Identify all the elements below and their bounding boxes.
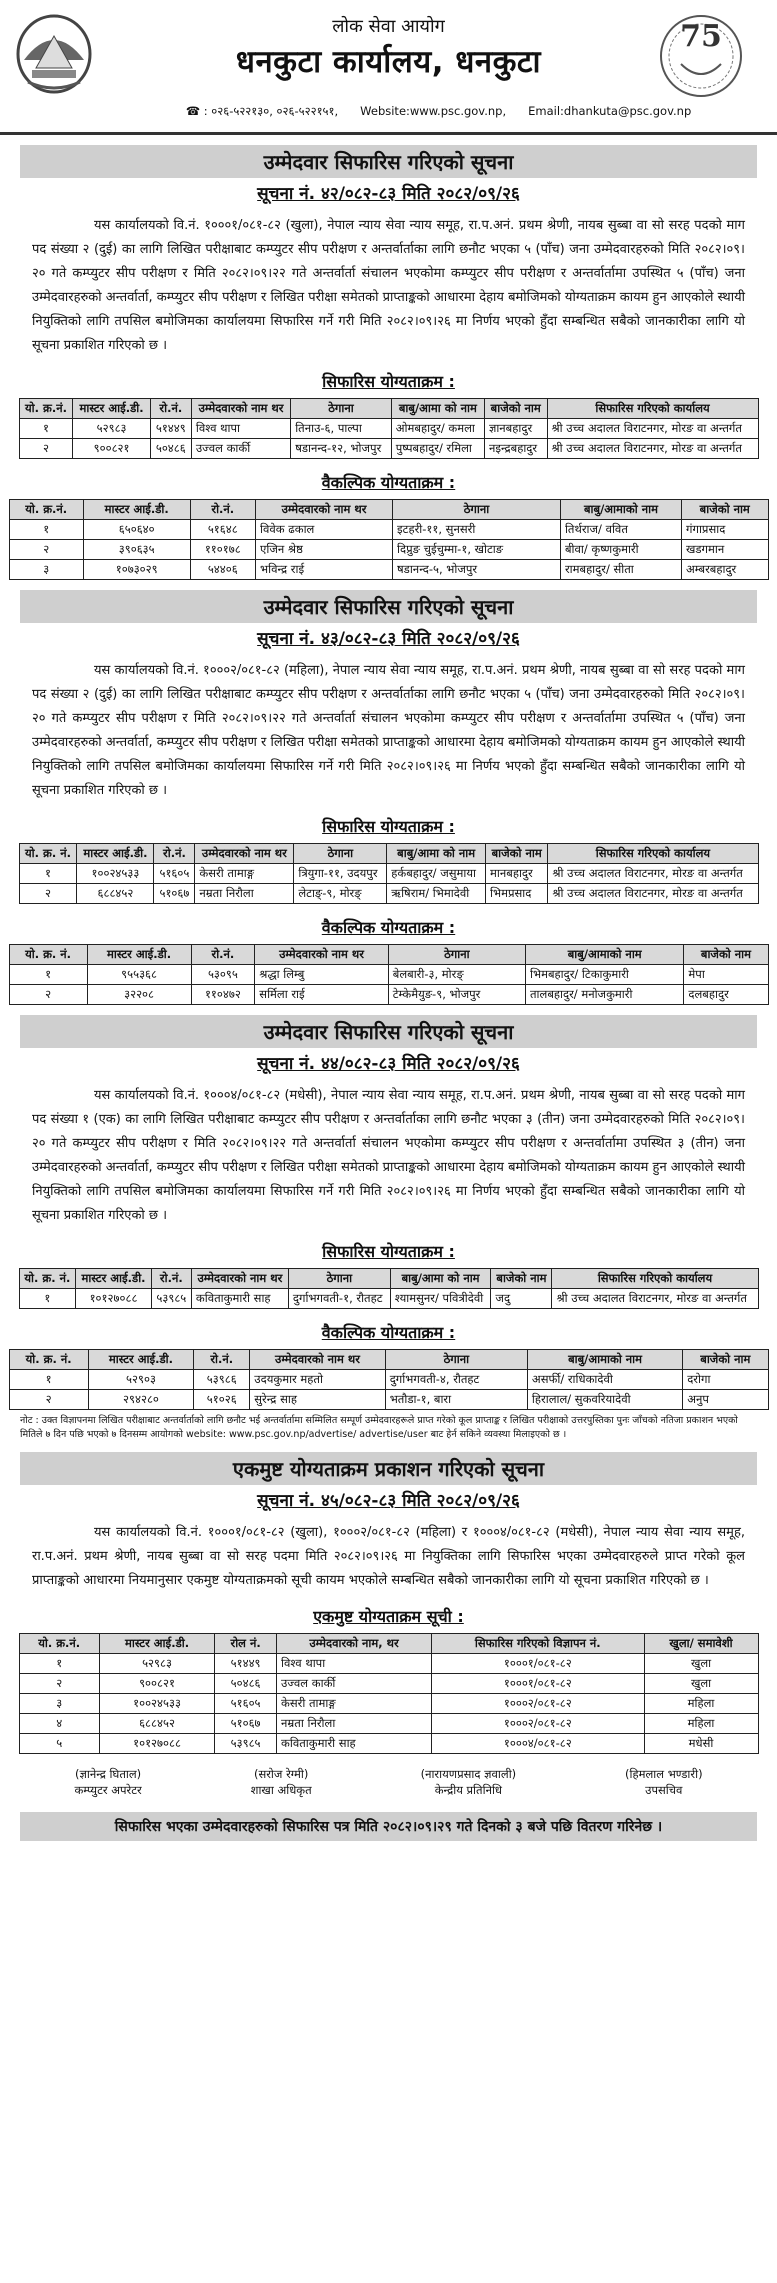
table-row	[9, 560, 768, 580]
table-cell: केसरी तामाङ्ग	[277, 1694, 432, 1714]
table-cell: १	[19, 1654, 99, 1674]
table-cell: विश्व थापा	[277, 1654, 432, 1674]
column-header: उम्मेदवारको नाम थर	[195, 844, 294, 864]
column-header: बाजेको नाम	[484, 399, 547, 419]
column-header: यो. क्र.नं.	[19, 1634, 99, 1654]
table-cell: ५४४०६	[190, 560, 255, 580]
table-cell: तालबहादुर/ मनोजकुमारी	[526, 985, 684, 1005]
phone-text: ☎ : ०२६-५२२१३०, ०२६-५२२१५१,	[185, 104, 339, 118]
distribution-footer: सिफारिस भएका उम्मेदवारहरुको सिफारिस पत्र मिति २०८२।०९।२९ गते दिनको ३ बजे पछि वितरण गरिनेछ ।	[20, 1812, 757, 1841]
table-cell: महिला	[644, 1714, 758, 1734]
table-cell: ५१०६७	[154, 884, 195, 904]
table-cell: १	[19, 1289, 76, 1309]
table-cell: हिरालाल/ सुकवरियादेवी	[527, 1390, 682, 1410]
alternate-order-heading: वैकल्पिक योग्यताक्रम :	[321, 473, 456, 492]
table-cell: खुला	[644, 1674, 758, 1694]
table-cell: ५१६०५	[215, 1694, 277, 1714]
table-cell: षडानन्द-१२, भोजपुर	[291, 439, 392, 459]
column-header: बाबु/आमा को नाम	[390, 1269, 491, 1289]
signatory-role: उपसचिव	[645, 1783, 683, 1797]
table-cell: २	[19, 1674, 99, 1694]
alternate-order-heading: वैकल्पिक योग्यताक्रम :	[321, 1323, 456, 1342]
column-header: उम्मेदवारको नाम थर	[256, 500, 393, 520]
table-cell: दुर्गाभगवती-४, रौतहट	[385, 1370, 527, 1390]
table-cell: दलबहादुर	[684, 985, 768, 1005]
column-header: यो. क्र. नं.	[9, 1350, 88, 1370]
table-cell: १	[9, 965, 87, 985]
table-cell: रामबहादुर/ सीता	[560, 560, 681, 580]
organization-name: लोक सेवा आयोग	[332, 16, 445, 37]
notice-paragraph: यस कार्यालयको वि.नं. १०००१/०८१-८२ (खुला), १०००२/०८१-८२ (महिला) र १०००४/०८१-८२ (मधेसी), नेपाल न्याय सेवा न्याय समूह, रा.प.अनं. प्रथम श्रेणी, नायब सुब्बा वा सो सरह पदमा मिति २०८२।०९।२६ मा नियुक्तिका लागि सिफारिस भएका उम्मेदवारहरुले प्राप्त गरेको कूल प्राप्ताङ्कको आधारमा नियमानुसार एकमुष्ट योग्यताक्रमको सूची कायम भएकोले सम्बन्धित सबैको जानकारीका लागि यो सूचना प्रकाशित गरिएको छ ।	[32, 1525, 745, 1588]
table-cell: ४	[19, 1714, 99, 1734]
table-cell: १	[19, 419, 73, 439]
column-header: बाबु/आमा को नाम	[391, 399, 484, 419]
signatory	[251, 1766, 312, 1798]
column-header: मास्टर आई.डी.	[73, 399, 150, 419]
table-cell: ५१०२६	[194, 1390, 250, 1410]
notice-paragraph: यस कार्यालयको वि.नं. १०००४/०८१-८२ (मधेसी), नेपाल न्याय सेवा न्याय समूह, रा.प.अनं. प्रथम श्रेणी, नायब सुब्बा वा सो सरह पदको माग पद संख्या १ (एक) का लागि लिखित परीक्षाबाट कम्प्युटर सीप परीक्षण र अन्तर्वार्ताका लागि छनौट भएका ३ (तीन) जना उम्मेदवारहरुको मिति २०८२।०९।२० गते कम्प्युटर सीप परीक्षण र मिति २०८२।०९।२२ गते अन्तर्वार्ता संचालन भएकोमा कम्प्युटर सीप परीक्षण र अन्तर्वार्तामा उपस्थित ३ (तीन) जना उम्मेदवारहरुको अन्तर्वार्ता, कम्प्युटर सीप परीक्षण र लिखित परीक्षा समेतको प्राप्ताङ्कको आधारमा देहाय बमोजिमको योग्यताक्रम कायम हुन आएकोले स्थायी नियुक्तिको लागि तपसिल बमोजिमका कार्यालयमा सिफारिस गर्ने गरी मिति २०८२।०९।२६ मा निर्णय भएको हुँदा सम्बन्धित सबैको जानकारीका लागि यो सूचना प्रकाशित गरिएको छ ।	[32, 1088, 745, 1223]
column-header: रो.नं.	[194, 1350, 250, 1370]
column-header: मास्टर आई.डी.	[99, 1634, 214, 1654]
letterhead	[0, 0, 777, 135]
signatory-role: कम्प्युटर अपरेटर	[74, 1783, 142, 1797]
alternate-table	[9, 944, 769, 1005]
table-cell: कविताकुमारी साह	[191, 1289, 288, 1309]
table-cell: नइन्द्रबहादुर	[484, 439, 547, 459]
column-header: उम्मेदवारको नाम, थर	[277, 1634, 432, 1654]
column-header: मास्टर आई.डी.	[83, 500, 190, 520]
table-cell: श्री उच्च अदालत विराटनगर, मोरङ वा अन्तर्गत	[548, 884, 758, 904]
recommended-table	[19, 843, 759, 904]
table-cell: श्री उच्च अदालत विराटनगर, मोरङ वा अन्तर्गत	[547, 419, 758, 439]
table-cell: ९००८२१	[73, 439, 150, 459]
table-header-row	[9, 1350, 768, 1370]
table-cell: दिप्रुङ चुईचुम्मा-१, खोटाङ	[393, 540, 561, 560]
table-cell: १०००२/०८१-८२	[432, 1714, 645, 1734]
table-row	[19, 1654, 758, 1674]
column-header: रोल नं.	[215, 1634, 277, 1654]
table-cell: ५३९८५	[215, 1734, 277, 1754]
table-cell: १००२४५३३	[77, 864, 154, 884]
recommended-table	[19, 398, 759, 459]
table-row	[19, 1714, 758, 1734]
table-cell: १०००१/०८१-८२	[432, 1654, 645, 1674]
table-cell: ६५०६४०	[83, 520, 190, 540]
anniversary-75-logo	[653, 4, 749, 104]
column-header: बाजेको नाम	[491, 1269, 552, 1289]
notice-number: सूचना नं. ४४/०८२-८३ मिति २०८२/०९/२६	[257, 1054, 520, 1074]
table-cell: उज्वल कार्की	[277, 1674, 432, 1694]
column-header: बाजेको नाम	[682, 500, 769, 520]
table-cell: बीवा/ कृष्णकुमारी	[560, 540, 681, 560]
table-cell: श्री उच्च अदालत विराटनगर, मोरङ वा अन्तर्गत	[547, 439, 758, 459]
table-cell: कविताकुमारी साह	[277, 1734, 432, 1754]
column-header: रो.नं.	[154, 844, 195, 864]
recommended-table	[19, 1268, 759, 1309]
column-header: रो.नं.	[151, 1269, 191, 1289]
table-cell: दुर्गाभगवती-१, रौतहट	[288, 1289, 390, 1309]
table-cell: नम्रता निरौला	[195, 884, 294, 904]
table-cell: ज्ञानबहादुर	[484, 419, 547, 439]
table-cell: ५२९८३	[73, 419, 150, 439]
column-header: मास्टर आई.डी.	[77, 844, 154, 864]
signatory	[421, 1766, 517, 1798]
column-header: उम्मेदवारको नाम थर	[191, 399, 290, 419]
notice-section-43	[0, 590, 777, 1005]
signatory	[74, 1766, 141, 1798]
signatory-name: (नारायणप्रसाद ज्ञवाली)	[420, 1767, 517, 1781]
table-cell: ५०४८६	[150, 439, 191, 459]
signatory	[625, 1766, 703, 1798]
table-row	[9, 985, 768, 1005]
recommended-order-heading: सिफारिस योग्यताक्रम :	[322, 372, 455, 391]
signatory-name: (हिमलाल भण्डारी)	[625, 1767, 703, 1781]
signatory-name: (सरोज रेग्मी)	[253, 1767, 309, 1781]
table-cell: ३२२०८	[87, 985, 191, 1005]
table-cell: मधेसी	[644, 1734, 758, 1754]
notice-number: सूचना नं. ४३/०८२-८३ मिति २०८२/०९/२६	[257, 629, 520, 649]
table-cell: दरोगा	[683, 1370, 768, 1390]
table-cell: ३	[9, 560, 83, 580]
table-cell: १००२४५३३	[99, 1694, 214, 1714]
office-name: धनकुटा कार्यालय, धनकुटा	[235, 44, 542, 80]
column-header: बाबु/आमाको नाम	[560, 500, 681, 520]
table-row	[9, 965, 768, 985]
column-header: ठेगाना	[288, 1269, 390, 1289]
table-cell: षडानन्द-५, भोजपुर	[393, 560, 561, 580]
table-cell: खुला	[644, 1654, 758, 1674]
table-cell: ऋषिराम/ भिमादेवी	[387, 884, 486, 904]
table-cell: हर्कबहादुर/ जसुमाया	[387, 864, 486, 884]
notice-section-44	[0, 1015, 777, 1442]
notice-banner: उम्मेदवार सिफारिस गरिएको सूचना	[20, 590, 757, 623]
column-header: उम्मेदवारको नाम थर	[250, 1350, 385, 1370]
notice-banner: उम्मेदवार सिफारिस गरिएको सूचना	[20, 145, 757, 178]
table-cell: मेपा	[684, 965, 768, 985]
table-cell: ५३९८५	[151, 1289, 191, 1309]
notice-section-45	[0, 1452, 777, 1841]
table-cell: भविन्द्र राई	[256, 560, 393, 580]
notice-section-42	[0, 145, 777, 580]
table-cell: १०००१/०८१-८२	[432, 1674, 645, 1694]
notice-banner: एकमुष्ट योग्यताक्रम प्रकाशन गरिएको सूचना	[20, 1452, 757, 1485]
table-cell: लेटाङ्-९, मोरङ्	[294, 884, 387, 904]
column-header: सिफारिस गरिएको कार्यालय	[552, 1269, 758, 1289]
table-cell: बेलबारी-३, मोरङ्	[388, 965, 525, 985]
table-cell: २	[9, 540, 83, 560]
table-cell: भतौडा-१, बारा	[385, 1390, 527, 1410]
table-cell: १०१२७०८८	[76, 1289, 151, 1309]
table-cell: एजिन श्रेष्ठ	[256, 540, 393, 560]
table-cell: ५१४४९	[150, 419, 191, 439]
table-cell: भिमप्रसाद	[486, 884, 548, 904]
table-header-row	[19, 844, 758, 864]
column-header: ठेगाना	[388, 945, 525, 965]
alternate-table	[9, 499, 769, 580]
table-cell: सर्मिला राई	[255, 985, 388, 1005]
combined-list-heading: एकमुष्ट योग्यताक्रम सूची :	[313, 1607, 464, 1626]
table-cell: सुरेन्द्र साह	[250, 1390, 385, 1410]
signatory-role: शाखा अधिकृत	[250, 1783, 312, 1797]
table-cell: १०००२/०८१-८२	[432, 1694, 645, 1714]
column-header: मास्टर आई.डी.	[76, 1269, 151, 1289]
table-header-row	[9, 500, 768, 520]
notice-banner: उम्मेदवार सिफारिस गरिएको सूचना	[20, 1015, 757, 1048]
svg-text:75: 75	[680, 19, 722, 54]
note-text: नोट : उक्त विज्ञापनमा लिखित परीक्षाबाट अन्तर्वार्ताको लागि छनौट भई अन्तर्वार्तामा सम्मिलित सम्पूर्ण उम्मेदवारहरूले प्राप्त गरेको कूल प्राप्ताङ्क र लिखित परीक्षाको उत्तरपुस्तिका पुनः जाँचको नतिजा प्रकाशन भएको मितिले ७ दिन पछि भएको ७ दिनसम्म आयोगको website: www.psc.gov.np/advertise/ advertise/user बाट हेर्न सकिने व्यवस्था मिलाइएको छ ।	[20, 1415, 738, 1440]
table-cell: ६८८४५२	[99, 1714, 214, 1734]
table-cell: २९४२८०	[88, 1390, 193, 1410]
column-header: बाजेको नाम	[684, 945, 768, 965]
column-header: सिफारिस गरिएको विज्ञापन नं.	[432, 1634, 645, 1654]
table-row	[9, 1390, 768, 1410]
table-cell: २	[19, 884, 77, 904]
table-cell: २	[19, 439, 73, 459]
table-row	[19, 1734, 758, 1754]
column-header: सिफारिस गरिएको कार्यालय	[547, 399, 758, 419]
table-cell: विश्व थापा	[191, 419, 290, 439]
recommended-order-heading: सिफारिस योग्यताक्रम :	[322, 817, 455, 836]
table-row	[9, 520, 768, 540]
table-cell: श्री उच्च अदालत विराटनगर, मोरङ वा अन्तर्गत	[548, 864, 758, 884]
table-cell: श्यामसुनर/ पवित्रीदेवी	[390, 1289, 491, 1309]
recommended-order-heading: सिफारिस योग्यताक्रम :	[322, 1242, 455, 1261]
table-cell: तिनाउ-६, पाल्पा	[291, 419, 392, 439]
column-header: यो. क्र. नं.	[19, 844, 77, 864]
column-header: बाबु/आमाको नाम	[527, 1350, 682, 1370]
column-header: यो. क्र. नं.	[9, 945, 87, 965]
table-cell: १	[19, 864, 77, 884]
table-cell: ५१६०५	[154, 864, 195, 884]
table-cell: १०००४/०८१-८२	[432, 1734, 645, 1754]
website-text: Website:www.psc.gov.np,	[360, 104, 507, 118]
table-cell: ११०४७२	[191, 985, 255, 1005]
table-cell: केसरी तामाङ्ग	[195, 864, 294, 884]
table-cell: १	[9, 1370, 88, 1390]
table-cell: ५०४८६	[215, 1674, 277, 1694]
signatory-role: केन्द्रीय प्रतिनिधि	[434, 1783, 503, 1797]
notice-number: सूचना नं. ४५/०८२-८३ मिति २०८२/०९/२६	[257, 1491, 520, 1511]
table-header-row	[19, 1269, 758, 1289]
table-cell: ५१०६७	[215, 1714, 277, 1734]
table-header-row	[19, 1634, 758, 1654]
table-cell: ११०१७८	[190, 540, 255, 560]
table-header-row	[19, 399, 758, 419]
column-header: मास्टर आई.डी.	[88, 1350, 193, 1370]
table-cell: त्रियुगा-११, उदयपुर	[294, 864, 387, 884]
table-row	[19, 439, 758, 459]
table-cell: ३९०६३५	[83, 540, 190, 560]
column-header: रो.नं.	[150, 399, 191, 419]
column-header: यो. क्र.नं.	[19, 399, 73, 419]
table-cell: पुष्पबहादुर/ रमिला	[391, 439, 484, 459]
column-header: ठेगाना	[385, 1350, 527, 1370]
column-header: मास्टर आई.डी.	[87, 945, 191, 965]
table-cell: ९००८२१	[99, 1674, 214, 1694]
column-header: यो. क्र.नं.	[9, 500, 83, 520]
table-cell: विवेक ढकाल	[256, 520, 393, 540]
table-row	[19, 419, 758, 439]
column-header: ठेगाना	[294, 844, 387, 864]
column-header: बाबु/आमा को नाम	[387, 844, 486, 864]
table-cell: २	[9, 1390, 88, 1410]
column-header: खुला/ समावेशी	[644, 1634, 758, 1654]
column-header: ठेगाना	[393, 500, 561, 520]
table-row	[19, 884, 758, 904]
table-cell: १०७३०२९	[83, 560, 190, 580]
table-cell: उज्वल कार्की	[191, 439, 290, 459]
table-cell: ५१६४८	[190, 520, 255, 540]
table-cell: तिर्थराज/ ववित	[560, 520, 681, 540]
contact-line	[100, 104, 777, 119]
table-cell: ६८८४५२	[77, 884, 154, 904]
table-header-row	[9, 945, 768, 965]
column-header: बाबु/आमाको नाम	[526, 945, 684, 965]
table-cell: ५१४४९	[215, 1654, 277, 1674]
table-cell: ५३०९५	[191, 965, 255, 985]
email-text: Email:dhankuta@psc.gov.np	[528, 104, 692, 118]
alternate-order-heading: वैकल्पिक योग्यताक्रम :	[321, 918, 456, 937]
table-row	[9, 540, 768, 560]
table-cell: नम्रता निरौला	[277, 1714, 432, 1734]
table-cell: ओमबहादुर/ कमला	[391, 419, 484, 439]
table-cell: ५	[19, 1734, 99, 1754]
table-cell: ५२९८३	[99, 1654, 214, 1674]
table-cell: जदु	[491, 1289, 552, 1309]
table-cell: गंगाप्रसाद	[682, 520, 769, 540]
column-header: रो.नं.	[191, 945, 255, 965]
table-cell: ३	[19, 1694, 99, 1714]
column-header: ठेगाना	[291, 399, 392, 419]
table-cell: ५३९८६	[194, 1370, 250, 1390]
signatories	[20, 1766, 757, 1798]
table-cell: टेम्केमैयुङ-९, भोजपुर	[388, 985, 525, 1005]
notice-paragraph: यस कार्यालयको वि.नं. १०००१/०८१-८२ (खुला), नेपाल न्याय सेवा न्याय समूह, रा.प.अनं. प्रथम श्रेणी, नायब सुब्बा वा सो सरह पदको माग पद संख्या २ (दुई) का लागि लिखित परीक्षाबाट कम्प्युटर सीप परीक्षण र अन्तर्वार्ताका लागि छनौट भएका ५ (पाँच) जना उम्मेदवारहरुको मिति २०८२।०९।२० गते कम्प्युटर सीप परीक्षण र मिति २०८२।०९।२२ गते अन्तर्वार्ता संचालन भएकोमा कम्प्युटर सीप परीक्षण र अन्तर्वार्तामा उपस्थित ५ (पाँच) जना उम्मेदवारहरुको अन्तर्वार्ता, कम्प्युटर सीप परीक्षण र लिखित परीक्षा समेतको प्राप्ताङ्कको आधारमा देहाय बमोजिमको योग्यताक्रम कायम हुन आएकोले स्थायी नियुक्तिको लागि तपसिल बमोजिमका कार्यालयमा सिफारिस गर्ने गरी मिति २०८२।०९।२६ मा निर्णय भएको हुँदा सम्बन्धित सबैको जानकारीका लागि यो सूचना प्रकाशित गरिएको छ ।	[32, 218, 745, 353]
column-header: बाजेको नाम	[486, 844, 548, 864]
table-cell: मानबहादुर	[486, 864, 548, 884]
table-row	[19, 1674, 758, 1694]
table-cell: ५२९०३	[88, 1370, 193, 1390]
table-cell: असर्फी/ राधिकादेवी	[527, 1370, 682, 1390]
table-cell: अनुप	[683, 1390, 768, 1410]
table-row	[19, 864, 758, 884]
table-cell: भिमबहादुर/ टिकाकुमारी	[526, 965, 684, 985]
table-cell: २	[9, 985, 87, 1005]
notice-paragraph: यस कार्यालयको वि.नं. १०००२/०८१-८२ (महिला), नेपाल न्याय सेवा न्याय समूह, रा.प.अनं. प्रथम श्रेणी, नायब सुब्बा वा सो सरह पदको माग पद संख्या २ (दुई) का लागि लिखित परीक्षाबाट कम्प्युटर सीप परीक्षण र अन्तर्वार्ताका लागि छनौट भएका ५ (पाँच) जना उम्मेदवारहरुको मिति २०८२।०९।२० गते कम्प्युटर सीप परीक्षण र मिति २०८२।०९।२२ गते अन्तर्वार्ता संचालन भएकोमा कम्प्युटर सीप परीक्षण र अन्तर्वार्तामा उपस्थित ५ (पाँच) जना उम्मेदवारहरुको अन्तर्वार्ता, कम्प्युटर सीप परीक्षण र लिखित परीक्षा समेतको प्राप्ताङ्कको आधारमा देहाय बमोजिमको योग्यताक्रम कायम हुन आएकोले स्थायी नियुक्तिको लागि तपसिल बमोजिमका कार्यालयमा सिफारिस गर्ने गरी मिति २०८२।०९।२६ मा निर्णय भएको हुँदा सम्बन्धित सबैको जानकारीका लागि यो सूचना प्रकाशित गरिएको छ ।	[32, 663, 745, 798]
column-header: उम्मेदवारको नाम थर	[255, 945, 388, 965]
combined-merit-table	[19, 1633, 759, 1754]
notice-number: सूचना नं. ४२/०८२-८३ मिति २०८२/०९/२६	[257, 184, 520, 204]
column-header: उम्मेदवारको नाम थर	[191, 1269, 288, 1289]
table-cell: उदयकुमार महतो	[250, 1370, 385, 1390]
alternate-table	[9, 1349, 769, 1410]
table-row	[19, 1694, 758, 1714]
table-cell: १०१२७०८८	[99, 1734, 214, 1754]
column-header: बाजेको नाम	[683, 1350, 768, 1370]
table-cell: इटहरी-११, सुनसरी	[393, 520, 561, 540]
signatory-name: (ज्ञानेन्द्र घिताल)	[75, 1767, 142, 1781]
table-cell: खडगमान	[682, 540, 769, 560]
table-cell: अम्बरबहादुर	[682, 560, 769, 580]
table-cell: श्री उच्च अदालत विराटनगर, मोरङ वा अन्तर्गत	[552, 1289, 758, 1309]
column-header: रो.नं.	[190, 500, 255, 520]
column-header: यो. क्र. नं.	[19, 1269, 76, 1289]
table-row	[19, 1289, 758, 1309]
table-cell: महिला	[644, 1694, 758, 1714]
table-row	[9, 1370, 768, 1390]
table-cell: ९५५३६८	[87, 965, 191, 985]
table-cell: श्रद्धा लिम्बु	[255, 965, 388, 985]
table-cell: १	[9, 520, 83, 540]
column-header: सिफारिस गरिएको कार्यालय	[548, 844, 758, 864]
